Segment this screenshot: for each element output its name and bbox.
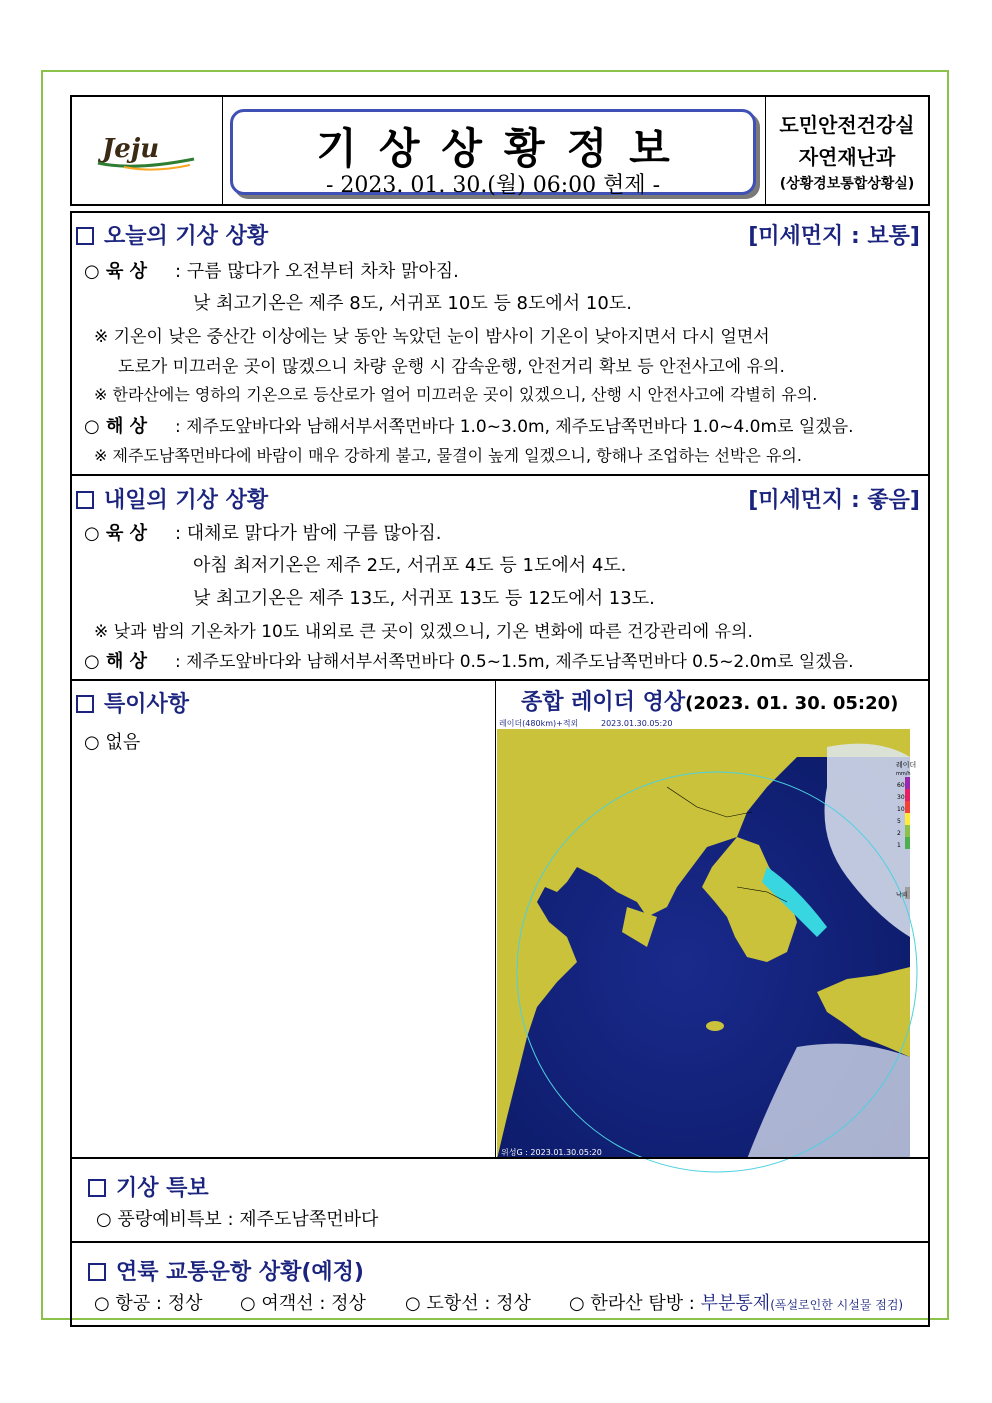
checkbox-icon — [76, 227, 94, 245]
legend-value: 60 — [897, 782, 905, 789]
hallasan-status: 부분통제 — [700, 1293, 771, 1314]
traffic-heading: 연륙 교통운항 상황(예정) — [88, 1255, 364, 1286]
checkbox-icon — [88, 1263, 106, 1281]
tomorrow-land-line1: : 대체로 맑다가 밤에 구름 많아짐. — [175, 523, 442, 544]
legend-value: 2 — [897, 830, 901, 837]
special-item: ○ 없음 — [84, 732, 141, 753]
traffic-island-ferry: ○ 도항선 : 정상 — [405, 1293, 531, 1314]
today-sea-label: ○ 해 상 — [84, 416, 148, 437]
tomorrow-sea-label: ○ 해 상 — [84, 651, 148, 672]
tomorrow-note1: ※ 낮과 밤의 기온차가 10도 내외로 큰 곳이 있겠으니, 기온 변화에 따른 건강관리에 유의. — [94, 622, 753, 642]
hallasan-note: (폭설로인한 시설물 점검) — [770, 1298, 904, 1312]
today-land-line2: 낮 최고기온은 제주 8도, 서귀포 10도 등 8도에서 10도. — [193, 293, 632, 314]
divider — [72, 474, 928, 476]
today-land-label: ○ 육 상 — [84, 261, 148, 282]
logo-cell — [72, 97, 223, 204]
checkbox-icon — [88, 1179, 106, 1197]
radar-timestamp: (2023. 01. 30. 05:20) — [685, 693, 899, 714]
divider — [72, 679, 928, 681]
legend-value: 5 — [897, 818, 901, 825]
legend-snow: 낙뢰 — [896, 892, 908, 899]
today-note1-line2: 도로가 미끄러운 곳이 많겠으니 차량 운행 시 감속운행, 안전거리 확보 등 안전사고에 유의. — [118, 357, 785, 377]
tomorrow-heading: 내일의 기상 상황 — [76, 483, 268, 514]
department-cell — [765, 97, 928, 204]
legend-value: 10 — [897, 806, 905, 813]
report-date: - 2023. 01. 30.(월) 06:00 현제 - — [325, 173, 661, 198]
tomorrow-land-line3: 낮 최고기온은 제주 13도, 서귀포 13도 등 12도에서 13도. — [193, 588, 655, 609]
radar-label-bottom: 위성G : 2023.01.30.05:20 — [501, 1148, 602, 1157]
title-box — [230, 109, 756, 198]
tomorrow-sea-line: : 제주도앞바다와 남해서부서쪽먼바다 0.5~1.5m, 제주도남쪽먼바다 0.5~2.0m로 일겠음. — [175, 652, 854, 672]
department-name: 도민안전건강실 — [779, 113, 915, 137]
column-divider — [495, 680, 496, 1157]
divider — [72, 1157, 928, 1159]
report-body — [70, 211, 930, 1327]
tomorrow-land-label: ○ 육 상 — [84, 523, 148, 544]
tomorrow-land-line2: 아침 최저기온은 제주 2도, 서귀포 4도 등 1도에서 4도. — [193, 555, 627, 576]
divider — [72, 1241, 928, 1243]
legend-title: 레이더 — [896, 761, 917, 769]
header — [70, 95, 930, 206]
checkbox-icon — [76, 491, 94, 509]
radar-title: 종합 레이더 영상(2023. 01. 30. 05:20) — [521, 690, 899, 715]
warning-heading: 기상 특보 — [88, 1171, 209, 1202]
radar-label-time: 2023.01.30.05:20 — [601, 719, 673, 728]
radar-image — [497, 717, 917, 1159]
traffic-ferry: ○ 여객선 : 정상 — [240, 1293, 366, 1314]
division-name: 자연재난과 — [798, 145, 896, 169]
legend-value: 1 — [897, 842, 901, 849]
today-dust: [미세먼지 : 보통] — [748, 224, 920, 249]
office-name: (상황경보통합상황실) — [779, 176, 915, 192]
svg-text:Jeju: Jeju — [102, 134, 160, 164]
page-title: 기상상황정보 — [316, 124, 692, 173]
radar-label-top: 레이더(480km)+적외 — [499, 719, 579, 728]
tomorrow-dust: [미세먼지 : 좋음] — [748, 488, 920, 513]
legend-unit: mm/h — [896, 771, 911, 777]
today-heading: 오늘의 기상 상황 — [76, 219, 268, 250]
traffic-hallasan: ○ 한라산 탐방 : 부분통제(폭설로인한 시설물 점검) — [569, 1293, 904, 1314]
legend-value: 30 — [897, 794, 905, 801]
today-land-line1: : 구름 많다가 오전부터 차차 맑아짐. — [175, 261, 459, 282]
jeju-logo — [94, 129, 200, 173]
today-note3: ※ 제주도남쪽먼바다에 바람이 매우 강하게 불고, 물결이 높게 일겠으니, 항해나 조업하는 선박은 유의. — [94, 446, 802, 465]
checkbox-icon — [76, 695, 94, 713]
today-sea-line: : 제주도앞바다와 남해서부서쪽먼바다 1.0~3.0m, 제주도남쪽먼바다 1.0~4.0m로 일겠음. — [175, 417, 854, 437]
today-note2: ※ 한라산에는 영하의 기온으로 등산로가 얼어 미끄러운 곳이 있겠으니, 산행 시 안전사고에 각별히 유의. — [94, 385, 818, 404]
warning-item: ○ 풍랑예비특보 : 제주도남쪽먼바다 — [96, 1209, 379, 1230]
traffic-air: ○ 항공 : 정상 — [94, 1293, 203, 1314]
special-heading: 특이사항 — [76, 687, 189, 718]
today-note1-line1: ※ 기온이 낮은 중산간 이상에는 낮 동안 녹았던 눈이 밤사이 기온이 낮아지면서 다시 얼면서 — [94, 327, 770, 347]
